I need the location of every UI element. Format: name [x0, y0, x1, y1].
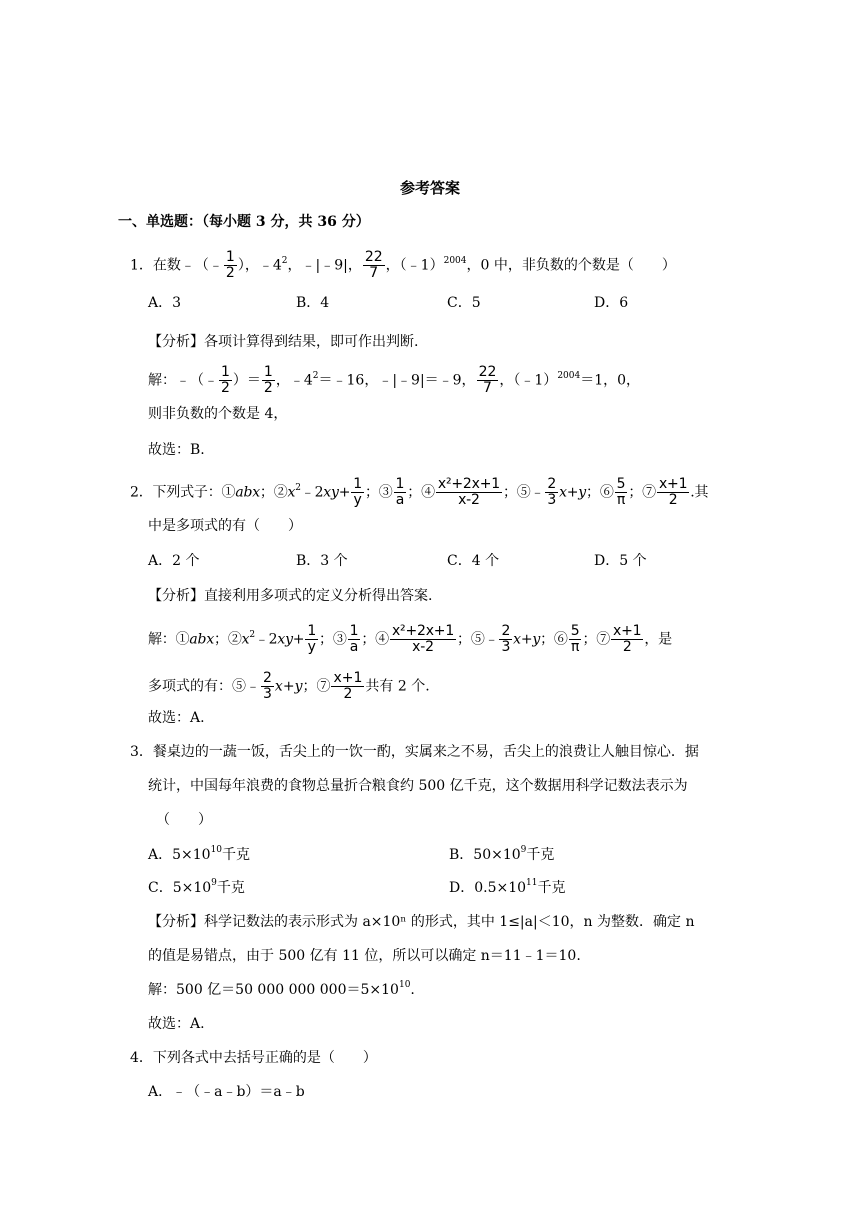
q1-option-c: C．5 [447, 295, 481, 311]
q3-option-b: B．$50\times 10^9$千克 [449, 845, 555, 863]
q2-answer: 故选：A. [148, 710, 205, 726]
section-heading: 一、单选题：（每小题 3 分，共 36 分） [118, 214, 370, 230]
fraction: $\frac{1}{y}$ [353, 476, 362, 508]
fraction: $\frac{22}{7}$ [478, 364, 497, 396]
q3-analysis-line2: 的值是易错点，由于 500 亿有 11 位，所以可以确定 n＝11﹣1＝10. [148, 948, 581, 964]
fraction: $\frac{1}{a}$ [349, 623, 359, 655]
q3-option-c: C．$5\times 10^9$千克 [148, 878, 245, 896]
q1-solution: 解：﹣（﹣ $\frac{1}{2}$ ）＝ $\frac{1}{2}$ ，$﹣4^2=﹣16$，﹣|﹣9|＝﹣9， $\frac{22}{7}$ ，（﹣1）$^{2004}$＝1，0， [148, 364, 641, 396]
fraction: $\frac{\text{x²+2x+1}}{x-2}$ [437, 476, 500, 508]
q2-solution: 解：①abx；$②x^2﹣2xy+$ $\frac{1}{y}$ ；③ $\frac{1}{a}$ ；④ $\frac{\text{x²+2x+1}}{x-2}$ ；⑤﹣ $\frac{2}{3}$ x+y；⑥ $\frac{5}{\pi}$ ；⑦ $\frac{x+1}{2}$ ，是 [148, 623, 672, 655]
q2-stem-line2: 中是多项式的有（ ） [148, 518, 302, 534]
q2-analysis: 【分析】直接利用多项式的定义分析得出答案. [148, 588, 433, 604]
fraction: $\frac{22}{7}$ [364, 249, 383, 281]
q1-option-b: B．4 [296, 295, 330, 311]
q1-option-a: A．3 [148, 295, 182, 311]
fraction: $\frac{1}{2}$ [263, 364, 273, 396]
fraction: $\frac{1}{y}$ [307, 623, 317, 655]
fraction: $\frac{x+1}{2}$ [333, 670, 363, 702]
q1-conclusion: 则非负数的个数是 4， [148, 406, 288, 422]
q1-analysis: 【分析】各项计算得到结果，即可作出判断. [148, 334, 419, 350]
fraction: $\frac{5}{\pi}$ [616, 476, 626, 508]
q1-option-d: D．6 [594, 295, 629, 311]
fraction: $\frac{1}{a}$ [395, 476, 405, 508]
q3-stem-line3: （ ） [156, 812, 212, 828]
fraction: $\frac{2}{3}$ [547, 476, 557, 508]
q2-option-d: D．5 个 [594, 553, 647, 569]
q2-stem: 2．下列式子：①abx；$②x^2﹣2xy+$ $\frac{1}{y}$ ；③ $\frac{1}{a}$ ；④ $\frac{\text{x²+2x+1}}{x-2}$ ；⑤﹣ $\frac{2}{3}$ x+y；⑥ $\frac{5}{\pi}$ ；⑦ $\frac{x+1}{2}$ .其 [130, 476, 709, 508]
q3-answer: 故选：A. [148, 1016, 205, 1032]
q2-option-c: C．4 个 [447, 553, 500, 569]
q2-option-b: B．3 个 [296, 553, 348, 569]
fraction: $\frac{2}{3}$ [501, 623, 511, 655]
fraction: $\frac{x+1}{2}$ [658, 476, 688, 508]
fraction: $\frac{x+1}{2}$ [613, 623, 642, 655]
page-title: 参考答案 [399, 179, 460, 197]
q3-solution: 解：500 亿＝50 000 000 $000=5\times 10^{10}$. [148, 980, 415, 998]
q3-option-d: D．$0.5\times 10^{11}$千克 [449, 878, 566, 896]
q1-answer: 故选：B. [148, 442, 205, 458]
q1-stem: 1．在数﹣（﹣ $\frac{1}{2}$ ），$﹣4^2$，﹣|﹣9|， $\frac{22}{7}$ ，（﹣1）$^{2004}$，0 中，非负数的个数是（ ） [130, 249, 676, 281]
q3-stem-line1: 3．餐桌边的一蔬一饭，舌尖上的一饮一酌，实属来之不易，舌尖上的浪费让人触目惊心．据 [130, 744, 699, 760]
q4-option-a: A．﹣（﹣a﹣b）＝a﹣b [148, 1084, 305, 1100]
fraction: $\frac{1}{2}$ [225, 249, 235, 281]
q2-polynomials: 多项式的有：⑤﹣ $\frac{2}{3}$ x+y；⑦ $\frac{x+1}{2}$ 共有 2 个. [148, 670, 430, 702]
q3-option-a: A．$5\times 10^{10}$千克 [148, 845, 251, 863]
q3-stem-line2: 统计，中国每年浪费的食物总量折合粮食约 500 亿千克，这个数据用科学记数法表示为 [148, 778, 688, 794]
q3-analysis-line1: 【分析】科学记数法的表示形式为 a×10ⁿ 的形式，其中 1≤|a|＜10，n 为整数．确定 n [148, 914, 695, 930]
fraction: $\frac{\text{x²+2x+1}}{x-2}$ [391, 623, 455, 655]
fraction: $\frac{1}{2}$ [221, 364, 230, 396]
q2-option-a: A．2 个 [148, 553, 200, 569]
fraction: $\frac{2}{3}$ [263, 670, 272, 702]
fraction: $\frac{5}{\pi}$ [570, 623, 580, 655]
q4-stem: 4．下列各式中去括号正确的是（ ） [130, 1050, 377, 1066]
